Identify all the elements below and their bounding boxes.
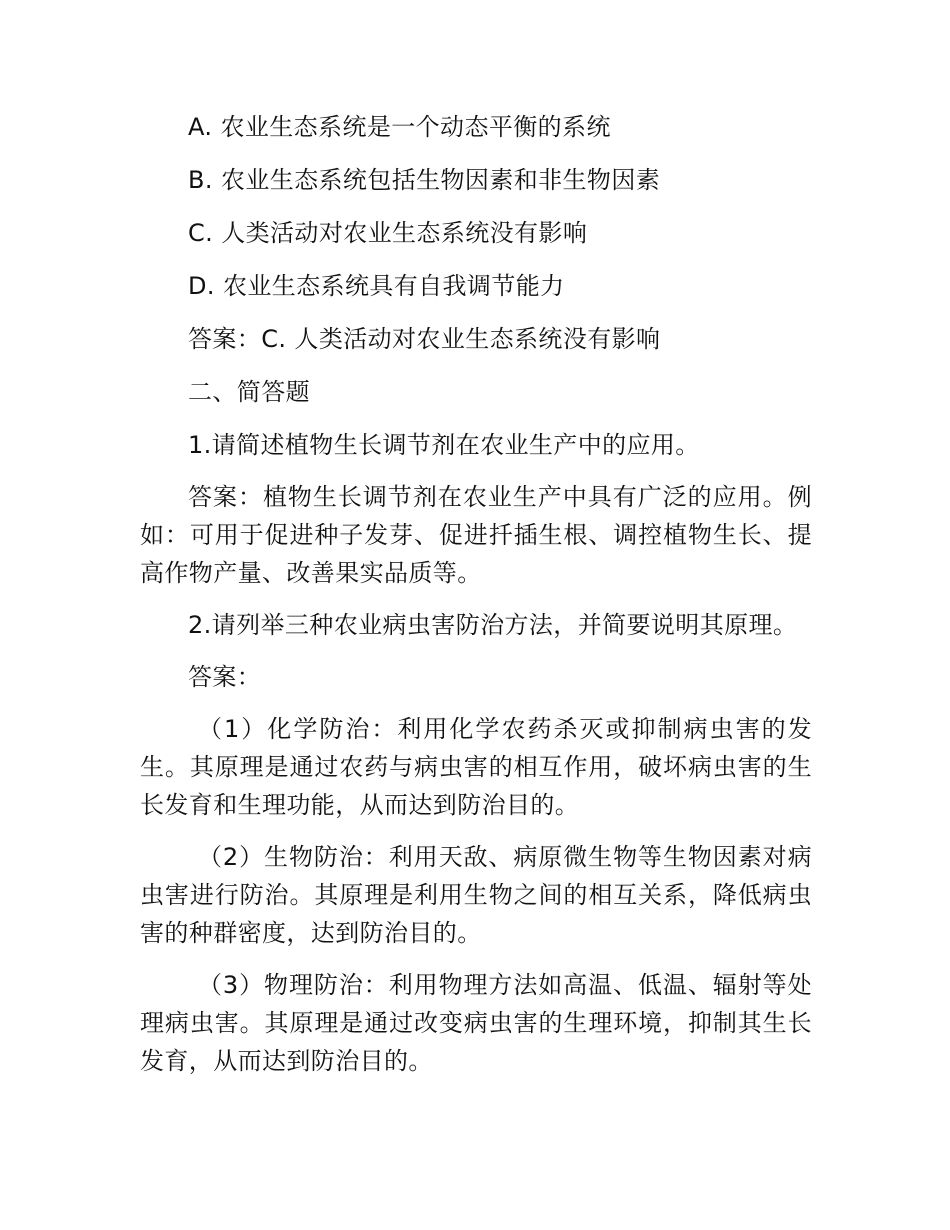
answer-2-label: 答案：	[188, 663, 262, 691]
section-title: 二、简答题	[188, 378, 310, 406]
answer-1: 答案：植物生长调节剂在农业生产中具有广泛的应用。例如：可用于促进种子发芽、促进扦插生根、调控植物生长、提高作物产量、改善果实品质等。	[140, 483, 812, 587]
option-c: C. 人类活动对农业生态系统没有影响	[188, 219, 588, 247]
option-d: D. 农业生态系统具有自我调节能力	[188, 272, 565, 300]
mc-answer: 答案：C. 人类活动对农业生态系统没有影响	[188, 325, 661, 353]
answer-2-item-2: （2）生物防治：利用天敌、病原微生物等生物因素对病虫害进行防治。其原理是利用生物之间的相互关系，降低病虫害的种群密度，达到防治目的。	[140, 843, 812, 947]
option-a: A. 农业生态系统是一个动态平衡的系统	[188, 113, 611, 141]
answer-2-item-3: （3）物理防治：利用物理方法如高温、低温、辐射等处理病虫害。其原理是通过改变病虫害的生理环境，抑制其生长发育，从而达到防治目的。	[140, 971, 812, 1075]
question-1: 1.请简述植物生长调节剂在农业生产中的应用。	[188, 431, 700, 459]
question-2: 2.请列举三种农业病虫害防治方法，并简要说明其原理。	[188, 611, 798, 639]
answer-2-item-1: （1）化学防治：利用化学农药杀灭或抑制病虫害的发生。其原理是通过农药与病虫害的相互作用，破坏病虫害的生长发育和生理功能，从而达到防治目的。	[140, 715, 812, 819]
document-page	[140, 108, 812, 1080]
option-b: B. 农业生态系统包括生物因素和非生物因素	[188, 166, 661, 194]
